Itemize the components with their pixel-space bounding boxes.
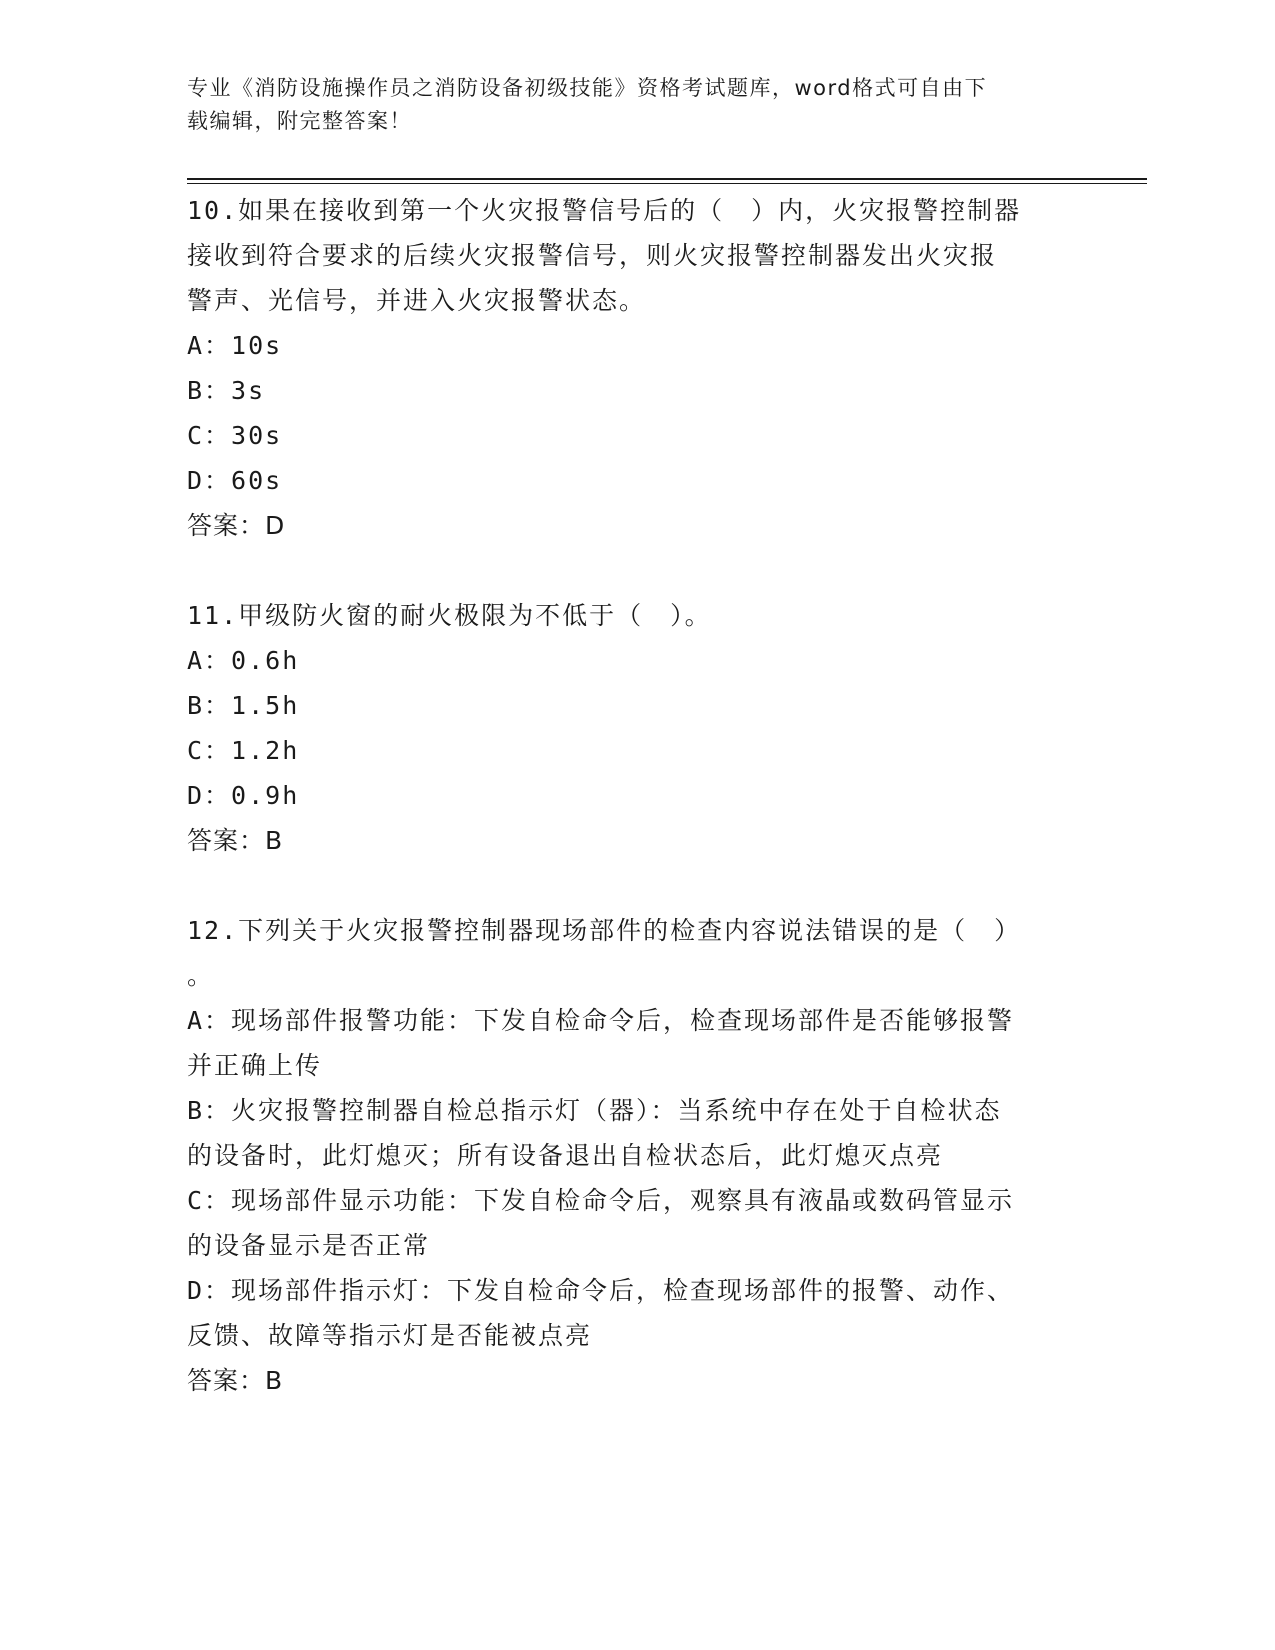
document-header [187, 72, 1067, 138]
answer-label: 答案：B [187, 1366, 284, 1395]
question-stem: 接收到符合要求的后续火灾报警信号，则火灾报警控制器发出火灾报 [187, 241, 998, 270]
question-stem: 11.甲级防火窗的耐火极限为不低于（ ）。 [187, 601, 712, 630]
option-d: D：0.9h [187, 781, 300, 810]
option-c: C：现场部件显示功能：下发自检命令后，观察具有液晶或数码管显示 [187, 1186, 1015, 1215]
question-stem: 10.如果在接收到第一个火灾报警信号后的（ ）内，火灾报警控制器 [187, 196, 1022, 225]
answer-label: 答案：D [187, 511, 286, 540]
option-c: 的设备显示是否正常 [187, 1231, 431, 1260]
answer-label: 答案：B [187, 826, 284, 855]
question-11 [187, 593, 1067, 863]
option-a: A：0.6h [187, 646, 300, 675]
question-spacer [187, 548, 1067, 593]
question-stem: 警声、光信号，并进入火灾报警状态。 [187, 286, 647, 315]
option-d: 反馈、故障等指示灯是否能被点亮 [187, 1321, 593, 1350]
header-divider [187, 178, 1147, 180]
question-spacer [187, 863, 1067, 908]
option-c: C：1.2h [187, 736, 300, 765]
option-a: 并正确上传 [187, 1051, 323, 1080]
header-line: 专业《消防设施操作员之消防设备初级技能》资格考试题库，word格式可自由下 [187, 76, 988, 100]
header-line: 载编辑，附完整答案！ [187, 109, 412, 133]
option-d: D：现场部件指示灯：下发自检命令后，检查现场部件的报警、动作、 [187, 1276, 1015, 1305]
option-c: C：30s [187, 421, 283, 450]
option-d: D：60s [187, 466, 283, 495]
option-a: A：现场部件报警功能：下发自检命令后，检查现场部件是否能够报警 [187, 1006, 1015, 1035]
question-10 [187, 188, 1067, 548]
header-divider-thin [187, 183, 1147, 184]
option-a: A：10s [187, 331, 283, 360]
option-b: 的设备时，此灯熄灭；所有设备退出自检状态后，此灯熄灭点亮 [187, 1141, 944, 1170]
question-stem: 12.下列关于火灾报警控制器现场部件的检查内容说法错误的是（ ） [187, 916, 1022, 945]
question-stem: 。 [187, 961, 215, 990]
option-b: B：3s [187, 376, 266, 405]
question-12 [187, 908, 1067, 1403]
option-b: B：1.5h [187, 691, 300, 720]
option-b: B：火灾报警控制器自检总指示灯（器）：当系统中存在处于自检状态 [187, 1096, 1002, 1125]
question-list [187, 188, 1067, 1403]
